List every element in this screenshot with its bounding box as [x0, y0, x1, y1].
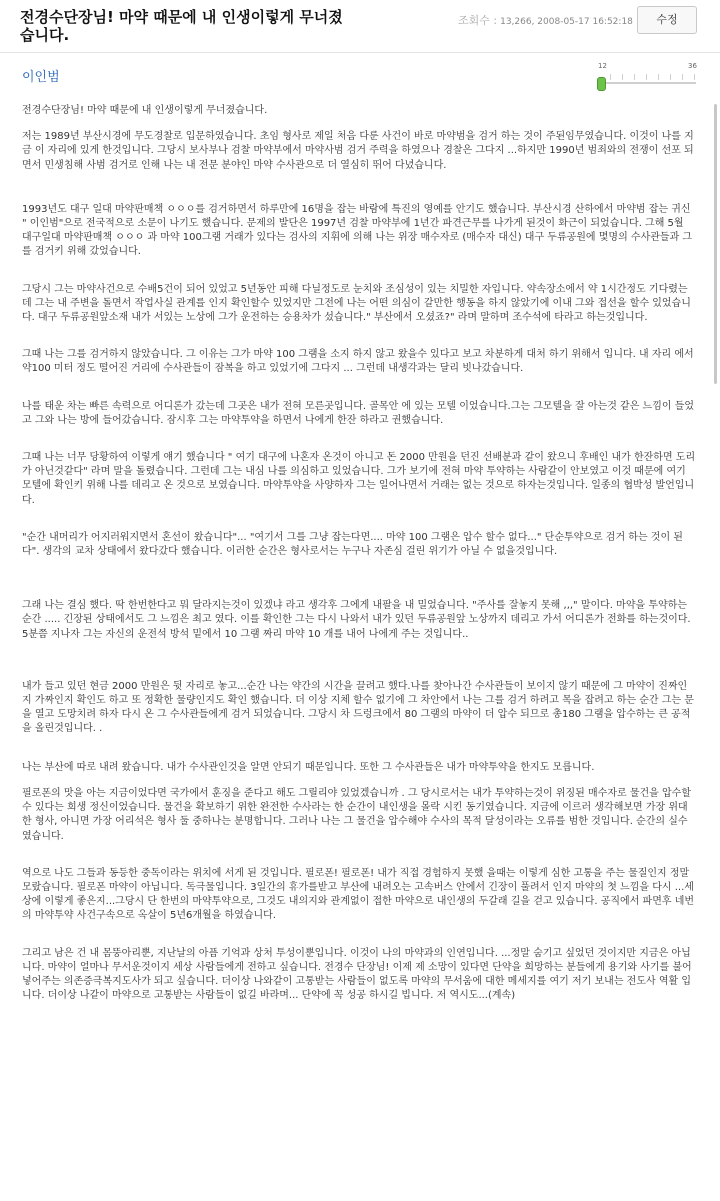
paragraph: 필로폰의 맛을 아는 지금이었다면 국가에서 훈징을 준다고 해도 그릴리야 있었겠습니까 . 그 당시로서는 내가 투약하는것이 위징된 매수자로 물건을 압수할수 있다는 희생 정신이었습니다. 물건을 확보하기 위한 완전한 수사라는 한 순간이 내인생을 몰락 시킨 동기였습니다. 지금에 이르러 생각해보면 가장 위대한 형사, 아니면 가장 어리석은 형사 둘 중하나는 분명합니다. 그러나 나는 그 물건을 압수해야 수사의 목적 달성이라는 오류를 범한 것입니다. 순간의 실수 였습니다. [22, 787, 691, 842]
paragraph: 나는 부산에 따로 내려 왔습니다. 내가 수사관인것을 알면 안되기 때문입니다. 또한 그 수사관들은 내가 마약투약을 한지도 모릅니다. [22, 761, 595, 773]
slider-tick [622, 74, 623, 80]
slider-track [600, 82, 696, 84]
views-label: 조회수 : [458, 14, 498, 27]
post-meta [458, 12, 633, 28]
paragraph: 1993년도 대구 일대 마약판매책 ㅇㅇㅇ를 검거하면서 하루만에 16명을 잡는 바람에 특진의 영예를 안기도 했습니다. 부산시경 산하에서 마약범 잡는 귀신 " 이인범"으로 전국적으로 소문이 나기도 했습니다. 문제의 발단은 1997년 검찰 마약부에 1년간 파견근무를 나가게 된것이 화근이 되었습니다. 그해 5월 대구일대 마약판매책 ㅇㅇㅇ 과 마약 100그램 거래가 있다는 검사의 지휘에 의해 나는 위장 매수자로 (매수자 대신) 대구 두류공원에 몇명의 수사관들과 그를 검거키 위해 갔었습니다. [22, 203, 693, 258]
slider-tick [646, 74, 647, 80]
slider-min-label: 12 [598, 62, 607, 70]
slider-tick [670, 74, 671, 80]
slider-tick [658, 74, 659, 80]
paragraph: 나를 태운 차는 빠른 속력으로 어디론가 갔는데 그곳은 내가 전혀 모른곳입니다. 골목안 에 있는 모텔 이었습니다.그는 그모텔을 잘 아는것 같은 느낌이 들었고 그와 나는 방에 들어갔습니다. 잠시후 그는 마약투약을 하면서 나에게 한잔 하라고 권했습니다. [22, 400, 695, 426]
paragraph: 그래 나는 결심 했다. 딱 한번한다고 뭐 달라지는것이 있겠냐 라고 생각후 그에게 내팔을 내 밀었습니다. "주사를 잘놓지 못해 ,,," 말이다. 마약을 투약하는순간 ..... 긴장된 상태에서도 그 느낌은 최고 였다. 이를 확인한 그는 다시 나와서 내가 있던 두류공원앞 노상까지 데리고 가서 어디론가 전화를 하는것이다. 5분쯤 지나자 그는 자신의 운전석 방석 밑에서 10 그램 짜리 마약 10 개를 내어 나에게 주는 것입니다.. [22, 600, 691, 640]
slider-max-label: 36 [688, 62, 697, 70]
edit-button[interactable]: 수정 [637, 6, 697, 34]
paragraph: 그당시 그는 마약사건으로 수배5건이 되어 있었고 5년동안 피해 다닐정도로 눈치와 조심성이 있는 치밀한 자입니다. 약속장소에서 약 1시간정도 기다렸는데 그는 내 주변을 돌면서 작업사실 관계를 인지 확인할수 있었지만 그전에 나는 어떤 의심이 갈만한 행동을 하지 않았기에 이내 그와 접선을 할수 있었습니다. 대구 두류공원앞소재 내가 서있는 노상에 그가 운전하는 승용차가 섰습니다." 부산에서 오셨죠?" 라며 말하며 조수석에 타라고 하는것입니다. [22, 283, 691, 324]
post-title: 전경수단장님! 마약 때문에 내 인생이렇게 무너졌습니다. [20, 8, 343, 44]
slider-tick [682, 74, 683, 80]
slider-knob[interactable] [597, 77, 606, 91]
slider-tick [694, 74, 695, 80]
paragraph: 전경수단장님! 마약 때문에 내 인생이렇게 무너졌습니다. [22, 105, 268, 116]
slider-tick [610, 74, 611, 80]
paragraph: 저는 1989년 부산시경에 무도경찰로 입문하였습니다. 초임 형사로 제일 처음 다룬 사건이 바로 마약범을 검거 하는 것이 주된임무였습니다. 이것이 나를 지금 이 자리에 있게 한것입니다. 그당시 보사부나 검찰 마약부에서 마약사범 검거 주력을 하였으나 경찰은 그다지 ...하지만 1990년 범죄와의 전쟁이 선포 되면서 민생침해 사범 검거로 인해 나는 내 전문 분야인 마약 수사관으로 더 열심히 뛰어 다녔습니다. [22, 131, 694, 171]
paragraph: 역으로 나도 그들과 동등한 중독이라는 위치에 서게 된 것입니다. 필로폰! 필로폰! 내가 직접 경험하지 못했 을때는 이렇게 심한 고통을 주는 물질인지 정말 모랐습니다. 필로폰 마약이 아닙니다. 독극물입니다. 3일간의 휴가를받고 부산에 내려오는 고속버스 안에서 긴장이 풀려서 인지 마약의 첫 느낌을 다시 ...세상에 이렇게 좋은지...그당시 단 한번의 마약투약으로, 그것도 내의지와 관계없이 접한 마약으로 내인생의 두갈래 길을 걷고 있습니다. 공직에서 파면후 네번의 마약투약 사건구속으로 옥살이 5년6개월을 하였습니다. [22, 867, 695, 922]
paragraph: 그때 나는 그를 검거하지 않았습니다. 그 이유는 그가 마약 100 그램을 소지 하지 않고 왔을수 있다고 보고 차분하게 대처 하기 위해서 입니다. 내 자리 에서 약100 미터 정도 떨어진 거리에 수사관들이 잠복을 하고 있었기에 그다지 ... 그런데 내생각과는 달리 빗나갔습니다. [22, 349, 694, 375]
font-size-slider[interactable] [596, 62, 700, 92]
views-and-date: 13,266, 2008-05-17 16:52:18 [500, 17, 633, 27]
slider-tick [634, 74, 635, 80]
paragraph: "순간 내머리가 어지러워지면서 혼선이 왔습니다"... "여기서 그를 그냥 잡는다면.... 마약 100 그램은 압수 할수 없다..." 단순투약으로 검거 하는 것이 된다". 생각의 교차 상태에서 왔다갔다 했습니다. 이러한 순간은 형사로서는 누구나 자존심 걸린 위기가 아닐 수 없을것입니다. [22, 531, 683, 558]
paragraph: 그리고 남은 건 내 몸뚱아리뿐, 지난날의 아픔 기억과 상처 투성이뿐입니다. 이것이 나의 마약과의 인연입니다. ...정말 숨기고 싶었던 것이지만 지금은 아닙니다. 마약이 얼마나 무서운것이지 세상 사람들에게 전하고 싶습니다. 전경수 단장님! 이제 제 소망이 있다면 단약을 희망하는 분들에게 용기와 사기를 불어 넣어주는 의존증극복지도사가 되고 싶습니다. 더이상 나와같이 고통받는 사람들이 없도록 마약의 무서움에 대한 메세지를 여기 저기 보내는 전도사 역활 입니다. 더이상 나같이 마약으로 고통받는 사람들이 없길 바라며... 단약에 꼭 성공 하시길 빕니다. 저 역시도...(계속) [22, 947, 692, 1002]
paragraph: 그때 나는 너무 당황하여 이렇게 얘기 했습니다 " 여기 대구에 나혼자 온것이 아니고 돈 2000 만원을 던진 선배분과 같이 왔으니 후배인 내가 한잔하면 도리가 아닌것같다" 라며 말을 돌렸습니다. 그런데 그는 내심 나를 의심하고 있었습니다. 그가 보기에 전혀 마약 투약하는 사람같이 안보였고 이것 때문에 여기 모텔에 확인키 위해 나를 데리고 온 것으로 보였습니다. 마약투약을 사양하자 그는 일어나면서 거래는 없는 것으로 하자는것입니다. 일종의 협박성 발언입니다. [22, 452, 696, 506]
paragraph: 내가 들고 있던 현금 2000 만원은 뒷 자리로 놓고...순간 나는 약간의 시간을 끌려고 했다.나를 찾아나간 수사관들이 보이지 않기 때문에 그 마약이 진짜인지 가짜인지 확인도 하고 또 정확한 물량인지도 확인 했습니다. 더 이상 지체 할수 없기에 그 차안에서 나는 그를 검거 하려고 목을 잡려고 하는 순간 그는 문을 열고 도망치려 하자 다시 온 그 수사관들에게 검거 되었습니다. 그당시 차 드렁크에서 80 그램의 마약이 더 압수 되므로 총180 그램을 압수하는 큰 공적을 올린것입니다. . [22, 680, 694, 735]
scrollbar[interactable] [714, 104, 717, 384]
author-name[interactable]: 이인범 [22, 70, 60, 85]
post-header [0, 0, 720, 53]
post-body [22, 104, 696, 1003]
